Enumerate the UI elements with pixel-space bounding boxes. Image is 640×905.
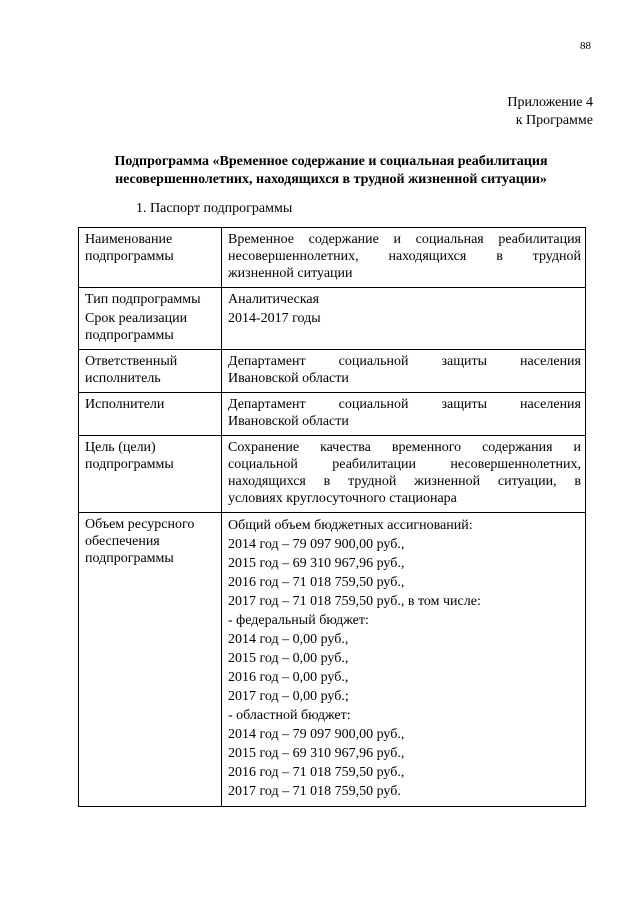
row-label: Срок реализации подпрограммы: [79, 309, 222, 350]
appendix-reference: [507, 94, 593, 130]
row-label: Объем ресурсного обеспечения подпрограммы: [79, 513, 222, 807]
funding-line: 2014 год – 79 097 900,00 руб.,: [228, 537, 405, 552]
value-line: жизненной ситуации: [228, 266, 353, 281]
appendix-line-2: к Программе: [515, 113, 593, 128]
table-row: [79, 228, 586, 288]
funding-line: 2017 год – 0,00 руб.;: [228, 689, 349, 704]
funding-line: 2017 год – 71 018 759,50 руб.: [228, 784, 401, 799]
title-line-2: несовершеннолетних, находящихся в трудной жизненной ситуации»: [115, 172, 547, 187]
value-line: находящихся в трудной жизненной ситуации, в: [228, 474, 581, 489]
row-value: [222, 393, 586, 436]
row-value: [222, 228, 586, 288]
value-line: Аналитическая: [228, 292, 320, 307]
funding-line: 2015 год – 69 310 967,96 руб.,: [228, 556, 405, 571]
table-row: [79, 309, 586, 350]
funding-line: 2014 год – 0,00 руб.,: [228, 632, 349, 647]
row-label: Ответственный исполнитель: [79, 350, 222, 393]
value-line: Временное содержание и социальная реабилитация: [228, 232, 581, 247]
table-row: [79, 513, 586, 807]
row-label: Исполнители: [79, 393, 222, 436]
funding-line: 2015 год – 0,00 руб.,: [228, 651, 349, 666]
funding-line: 2017 год – 71 018 759,50 руб., в том числе:: [228, 594, 481, 609]
value-line: социальной реабилитации несовершеннолетних,: [228, 457, 581, 472]
table-row: [79, 436, 586, 513]
row-label: Наименование подпрограммы: [79, 228, 222, 288]
value-line: несовершеннолетних, находящихся в трудной: [228, 249, 581, 264]
funding-line: Общий объем бюджетных ассигнований:: [228, 518, 473, 533]
row-value: [222, 288, 586, 310]
value-line: Департамент социальной защиты населения: [228, 397, 581, 412]
funding-line: 2016 год – 0,00 руб.,: [228, 670, 349, 685]
page-number: 88: [580, 40, 591, 52]
funding-line: 2016 год – 71 018 759,50 руб.,: [228, 575, 405, 590]
funding-line: 2015 год – 69 310 967,96 руб.,: [228, 746, 405, 761]
table-row: [79, 393, 586, 436]
funding-line: 2014 год – 79 097 900,00 руб.,: [228, 727, 405, 742]
funding-line: - федеральный бюджет:: [228, 613, 369, 628]
table-row: [79, 288, 586, 310]
funding-line: 2016 год – 71 018 759,50 руб.,: [228, 765, 405, 780]
funding-value: [222, 513, 586, 807]
row-value: [222, 309, 586, 350]
value-line: Сохранение качества временного содержания и: [228, 440, 581, 455]
row-label: Тип подпрограммы: [79, 288, 222, 310]
row-label: Цель (цели) подпрограммы: [79, 436, 222, 513]
funding-line: - областной бюджет:: [228, 708, 351, 723]
value-line: условиях круглосуточного стационара: [228, 491, 457, 506]
section-heading: 1. Паспорт подпрограммы: [136, 201, 293, 216]
value-line: 2014-2017 годы: [228, 311, 321, 326]
value-line: Департамент социальной защиты населения: [228, 354, 581, 369]
value-line: Ивановской области: [228, 414, 349, 429]
row-value: [222, 350, 586, 393]
value-line: Ивановской области: [228, 371, 349, 386]
passport-table: [78, 227, 586, 807]
table-row: [79, 350, 586, 393]
row-value: [222, 436, 586, 513]
title-line-1: Подпрограмма «Временное содержание и социальная реабилитация: [114, 154, 548, 169]
appendix-line-1: Приложение 4: [507, 95, 593, 110]
subprogram-title: [78, 153, 584, 189]
